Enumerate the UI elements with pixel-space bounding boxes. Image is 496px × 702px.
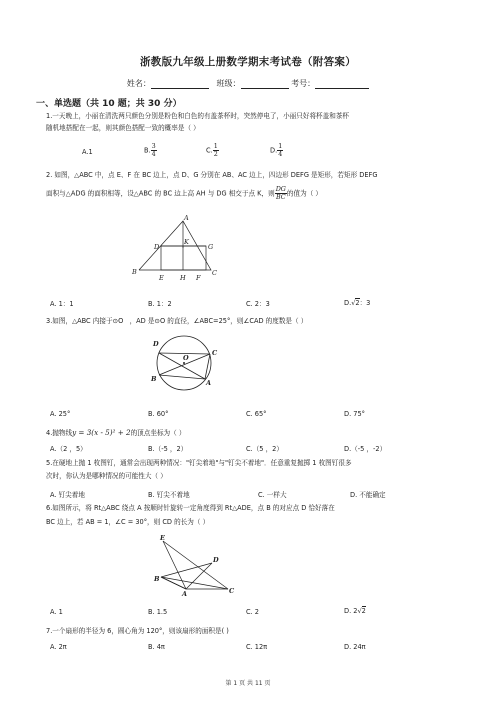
q4-line1: 4.抛物线y = 3(x - 5)² + 2的顶点坐标为（ ） bbox=[46, 428, 186, 437]
q2-line2: 面积与△ADG 的面积相等，设△ABC 的 BC 边上高 AH 与 DG 相交于点 K，则 $\frac{DG}{BC}$ 的值为（ ） bbox=[46, 185, 322, 201]
q2-label-b: B bbox=[132, 268, 137, 276]
q1-option-d: D. $\frac{1}{4}$ bbox=[270, 142, 283, 158]
q3-circle-figure bbox=[146, 333, 226, 393]
id-blank[interactable] bbox=[315, 79, 369, 89]
q1-line2: 随机地搭配在一起，则其颜色搭配一致的概率是（ ） bbox=[46, 124, 200, 132]
q2-label-g: G bbox=[208, 243, 214, 251]
q2-label-d: D bbox=[154, 243, 160, 251]
q3-option-a: A. 25° bbox=[50, 410, 71, 418]
q6-label-e: E bbox=[160, 534, 165, 542]
q2-label-e: E bbox=[159, 274, 164, 282]
q5-line2: 次时，你认为是哪种情况的可能性大（ ） bbox=[46, 472, 167, 480]
q2-option-b: B. 1：2 bbox=[148, 300, 172, 308]
q6-option-d: D. 2√2 bbox=[344, 607, 366, 615]
q2-option-d: D.√2：3 bbox=[344, 299, 371, 307]
q5-option-c: C. 一样大 bbox=[258, 491, 287, 499]
q4-formula: y = 3(x - 5)² + 2 bbox=[72, 428, 131, 437]
q5-line1: 5.在硬地上抛 1 枚图钉，通常会出现两种情况："钉尖着地"与"钉尖不着地"．任意重复抛掷 1 枚图钉很多 bbox=[46, 459, 352, 467]
q7-option-b: B. 4π bbox=[148, 643, 165, 651]
q3-label-d: D bbox=[153, 340, 159, 348]
q6-line2: BC 边上，若 AB = 1，∠C = 30°，则 CD 的长为（ ） bbox=[46, 518, 210, 526]
section-heading: 一、单选题（共 10 题；共 30 分） bbox=[36, 99, 182, 109]
q6-label-c: C bbox=[229, 587, 235, 595]
q6-rotation-figure bbox=[150, 533, 240, 597]
q2-label-c: C bbox=[212, 269, 217, 277]
q3-option-b: B. 60° bbox=[148, 410, 169, 418]
id-label: 考号： bbox=[291, 79, 316, 88]
student-info-line bbox=[0, 78, 496, 89]
q3-label-c: C bbox=[212, 349, 218, 357]
class-label: 班级： bbox=[216, 79, 241, 88]
page-title: 浙教版九年级上册数学期末考试卷（附答案） bbox=[140, 56, 356, 68]
q2-label-f: F bbox=[196, 274, 201, 282]
q6-option-a: A. 1 bbox=[50, 608, 63, 616]
name-blank[interactable] bbox=[151, 79, 209, 89]
q6-label-a: A bbox=[182, 590, 188, 597]
q1-option-a: A.1 bbox=[82, 148, 93, 156]
q2-triangle-figure bbox=[130, 212, 220, 286]
q1-line1: 1.一天晚上，小丽在清洗两只颜色分别是粉色和白色的有盖茶杯时，突然停电了，小丽只好将杯盖和茶杯 bbox=[46, 112, 350, 120]
q7-option-d: D. 24π bbox=[344, 643, 366, 651]
q1-option-c: C. $\frac{1}{2}$ bbox=[206, 142, 218, 158]
q6-option-c: C. 2 bbox=[246, 608, 259, 616]
q1-option-b: B. $\frac{3}{4}$ bbox=[144, 142, 156, 158]
q4-option-c: C.（5 ，2） bbox=[246, 445, 283, 453]
q4-option-a: A.（2 ，5） bbox=[50, 445, 87, 453]
page-footer: 第 1 页 共 11 页 bbox=[225, 680, 271, 687]
q6-label-b: B bbox=[154, 575, 160, 583]
q3-label-a: A bbox=[206, 379, 212, 387]
q3-line1: 3.如图，△ABC 内接于⊙O ，AD 是⊙O 的直径，∠ABC=25°，则∠CAD 的度数是（ ） bbox=[46, 317, 308, 325]
q3-label-b: B bbox=[151, 375, 157, 383]
q2-label-h: H bbox=[180, 274, 186, 282]
q3-option-d: D. 75° bbox=[344, 410, 365, 418]
q6-label-d: D bbox=[213, 556, 219, 564]
q5-option-a: A. 钉尖着地 bbox=[50, 491, 85, 499]
q4-option-d: D.（-5 ，-2） bbox=[344, 445, 387, 453]
q5-option-d: D. 不能确定 bbox=[350, 491, 386, 499]
q6-line1: 6.如图所示，将 Rt△ABC 绕点 A 按顺时针旋转一定角度得到 Rt△ADE，点 B 的对应点 D 恰好落在 bbox=[46, 504, 335, 512]
q2-line1: 2. 如图，△ABC 中，点 E、F 在 BC 边上，点 D、G 分别在 AB、AC 边上，四边形 DEFG 是矩形，若矩形 DEFG bbox=[46, 171, 378, 179]
q2-label-k: K bbox=[184, 238, 189, 246]
q3-label-o: O bbox=[183, 354, 189, 362]
q5-option-b: B. 钉尖不着地 bbox=[148, 491, 190, 499]
q7-line1: 7.一个扇形的半径为 6，圆心角为 120°，则该扇形的面积是( ) bbox=[46, 627, 229, 635]
q2-option-c: C. 2：3 bbox=[246, 300, 270, 308]
q7-option-c: C. 12π bbox=[246, 643, 268, 651]
q2-label-a: A bbox=[184, 214, 189, 222]
q7-option-a: A. 2π bbox=[50, 643, 67, 651]
q4-option-b: B.（-5 ，2） bbox=[148, 445, 188, 453]
q2-option-a: A. 1：1 bbox=[50, 300, 74, 308]
class-blank[interactable] bbox=[241, 79, 289, 89]
q6-option-b: B. 1.5 bbox=[148, 608, 168, 616]
q3-option-c: C. 65° bbox=[246, 410, 267, 418]
name-label: 姓名： bbox=[126, 79, 151, 88]
